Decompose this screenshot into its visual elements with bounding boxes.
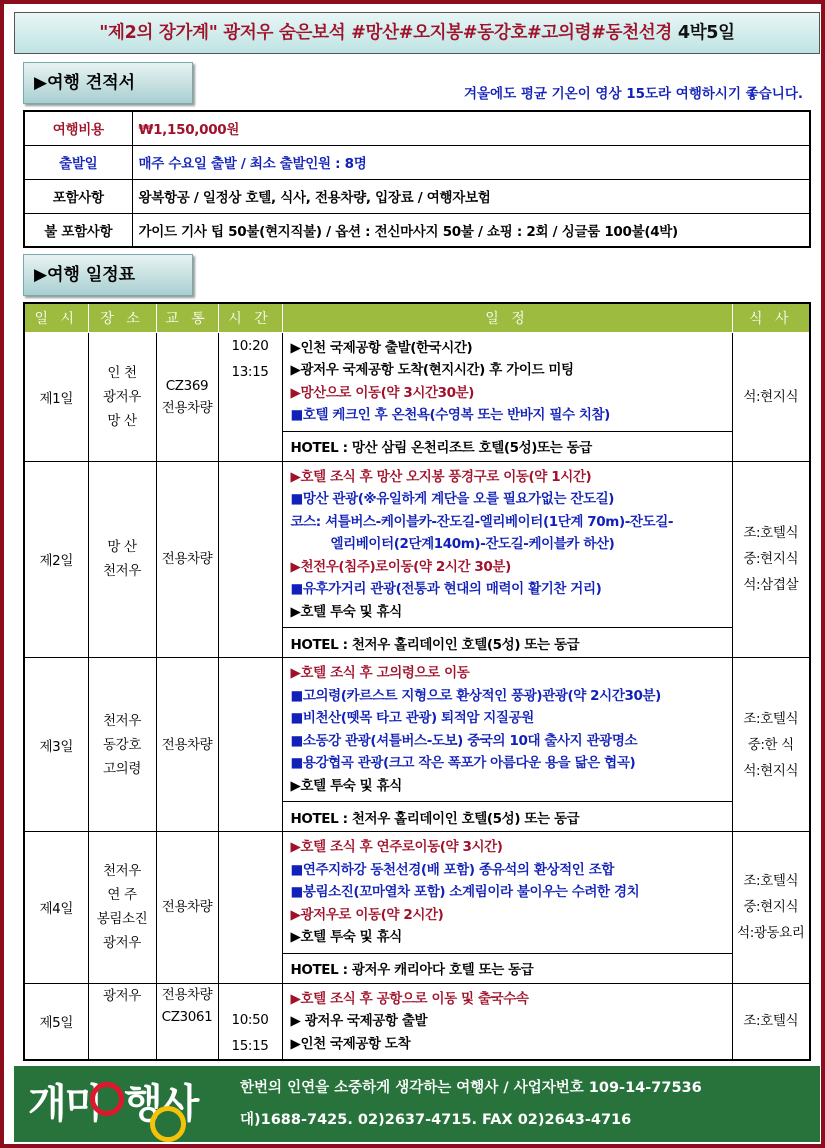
day-times: [218, 461, 282, 658]
quote-row-label: 여행비용: [24, 111, 132, 145]
day-transport: [156, 332, 218, 461]
day-label: 제3일: [24, 658, 88, 832]
day-places-line: 연 주: [107, 887, 137, 904]
day-times-line: 10:20: [231, 337, 269, 354]
day-meals: [732, 658, 810, 832]
day-places: [88, 332, 156, 461]
day-transport-line: CZ3061: [161, 1008, 213, 1025]
day-meals-line: 조:호텔식: [743, 873, 799, 890]
day-places: [88, 658, 156, 832]
hotel-info: HOTEL : 천저우 홀리데이인 호텔(5성) 또는 동급: [282, 802, 732, 832]
quote-table: [23, 110, 811, 248]
itinerary-item: ▶광저우 국제공항 도착(현지시간) 후 가이드 미팅: [290, 362, 574, 378]
schedule-header-row: [24, 303, 810, 332]
day-transport-line: 전용차량: [161, 986, 213, 1003]
itinerary-item: ▶호텔 조식 후 공항으로 이동 및 출국수속: [290, 990, 529, 1007]
itinerary-item: ▶호텔 투숙 및 휴식: [290, 929, 402, 945]
day-itinerary: [282, 658, 732, 802]
itinerary-item: ▶호텔 조식 후 망산 오지봉 풍경구로 이동(약 1시간): [290, 468, 592, 485]
itinerary-item: ▶광저우로 이동(약 2시간): [290, 906, 444, 923]
footer-tagline: 한번의 인연을 소중하게 생각하는 여행사 / 사업자번호 109-14-77536: [240, 1080, 702, 1096]
day-places-line: 광저우: [103, 388, 141, 405]
day-transport: [156, 658, 218, 832]
day-meals: [732, 332, 810, 461]
itinerary-item: ■소동강 관광(셔틀버스-도보) 중국의 10대 출사지 관광명소: [290, 732, 638, 749]
quote-row: [24, 145, 810, 179]
footer-bar: [14, 1066, 820, 1142]
day-meals-line: 석:현지식: [743, 388, 799, 405]
day-places-line: 광저우: [103, 987, 141, 1004]
day-places: [88, 983, 156, 1060]
itinerary-item: ▶인천 국제공항 출발(한국시간): [290, 339, 473, 356]
schedule-day-row: [24, 983, 810, 1060]
day-label: 제4일: [24, 832, 88, 984]
day-meals-line: 조:호텔식: [743, 525, 799, 542]
itinerary-item: ■비천산(뗏목 타고 관광) 퇴적암 지질공원: [290, 710, 534, 726]
day-places-line: 천저우: [103, 712, 141, 729]
hotel-info: HOTEL : 천저우 홀리데이인 호텔(5성) 또는 동급: [282, 628, 732, 658]
itinerary-item: ■봉림소진(꼬마열차 포함) 소계림이라 불이우는 수려한 경치: [290, 884, 640, 900]
day-transport-line: 전용차량: [161, 551, 213, 568]
day-meals-line: 석:광동요리: [737, 925, 805, 942]
day-transport-line: 전용차량: [161, 736, 213, 753]
day-times-line: 13:15: [231, 363, 269, 380]
day-transport-line: 전용차량: [161, 899, 213, 916]
day-places-line: 천저우: [103, 863, 141, 880]
day-meals-line: 중:한 식: [747, 736, 794, 753]
title-main: "제2의 장가계" 광저우 숨은보석 #망산#오지봉#동강호#고의령#동천선경: [99, 23, 673, 43]
itinerary-item: ▶망산으로 이동(약 3시간30분): [290, 384, 475, 401]
schedule-header-cell: 장 소: [88, 303, 156, 332]
schedule-header-cell: 일 정: [282, 303, 732, 332]
quote-row-value: 가이드 기사 팁 50불(현지직불) / 옵션 : 전신마사지 50불 / 쇼핑 : 2회 / 싱글룸 100불(4박): [132, 213, 810, 247]
schedule-day-row: [24, 461, 810, 628]
quote-row: [24, 111, 810, 145]
schedule-header-cell: 식 사: [732, 303, 810, 332]
day-transport-line: 전용차량: [161, 399, 213, 416]
itinerary-item: ▶호텔 투숙 및 휴식: [290, 603, 402, 620]
day-times: [218, 983, 282, 1060]
itinerary-item: 코스: 셔틀버스-케이블카-잔도길-엘리베이터(1단계 70m)-잔도길-: [290, 513, 674, 530]
hotel-info: HOTEL : 망산 삼림 온천리조트 호텔(5성)또는 동급: [282, 431, 732, 461]
footer-contact: 대)1688-7425. 02)2637-4715. FAX 02)2643-4716: [240, 1112, 632, 1128]
day-times: [218, 832, 282, 984]
day-places-line: 고의령: [103, 760, 141, 777]
itinerary-item: ▶천전우(침주)로이동(약 2시간 30분): [290, 558, 511, 575]
logo-red-ring: [90, 1082, 124, 1116]
itinerary-item: ■유후가거리 관광(전통과 현대의 매력이 활기찬 거리): [290, 581, 602, 597]
itinerary-item: ■용강협곡 관광(크고 작은 폭포가 아름다운 용을 닮은 협곡): [290, 755, 636, 771]
itinerary-item: ■망산 관광(※유일하게 계단을 오를 필요가없는 잔도길): [290, 491, 615, 507]
quote-row-value: 왕복항공 / 일정상 호텔, 식사, 전용차량, 입장료 / 여행자보험: [132, 179, 810, 213]
quote-section-label: ▶여행 견적서: [23, 62, 193, 104]
schedule-day-row: [24, 332, 810, 431]
day-itinerary: [282, 332, 732, 431]
day-meals-line: 중:현지식: [743, 899, 799, 916]
day-places-line: 동강호: [103, 736, 141, 753]
day-places: [88, 461, 156, 658]
hotel-info: HOTEL : 광저우 캐리아다 호텔 또는 동급: [282, 953, 732, 983]
day-times: [218, 332, 282, 461]
day-transport: [156, 461, 218, 658]
day-meals: [732, 461, 810, 658]
day-meals-line: 조:호텔식: [743, 710, 799, 727]
day-meals-line: 석:현지식: [743, 762, 799, 779]
day-places-line: 인 천: [107, 364, 137, 381]
schedule-header-cell: 교 통: [156, 303, 218, 332]
schedule-header-cell: 시 간: [218, 303, 282, 332]
quote-row-label: 불 포함사항: [24, 213, 132, 247]
quote-row-value: ₩1,150,000원: [132, 111, 810, 145]
day-places-line: 망 산: [107, 539, 137, 556]
title-duration: 4박5일: [672, 23, 735, 43]
quote-row-label: 출발일: [24, 145, 132, 179]
schedule-day-row: [24, 658, 810, 802]
quote-notice: 겨울에도 평균 기온이 영상 15도라 여행하시기 좋습니다.: [463, 86, 803, 102]
itinerary-item: ▶호텔 조식 후 고의령으로 이동: [290, 665, 470, 681]
day-meals-line: 석:삼겹살: [743, 577, 799, 594]
day-meals-line: 중:현지식: [743, 551, 799, 568]
itinerary-item: ■연주지하강 동천선경(배 포함) 종유석의 환상적인 조합: [290, 861, 614, 878]
day-places: [88, 832, 156, 984]
day-times-line: 10:50: [231, 1012, 269, 1028]
day-places-line: 천저우: [103, 563, 141, 580]
day-label: 제2일: [24, 461, 88, 658]
day-transport: [156, 983, 218, 1060]
itinerary-item: ■호텔 케크인 후 온천욕(수영복 또는 반바지 필수 치참): [290, 407, 610, 423]
company-logo: 개미 행사: [28, 1072, 238, 1138]
day-transport-line: CZ369: [165, 377, 209, 394]
quote-row-label: 포함사항: [24, 179, 132, 213]
logo-yellow-ring: [150, 1106, 186, 1142]
day-meals-line: 조:호텔식: [743, 1013, 799, 1030]
itinerary-item: 엘리베이터(2단계140m)-잔도길-케이블카 하산): [330, 536, 615, 552]
day-places-line: 봉림소진: [96, 911, 148, 928]
itinerary-item: ▶호텔 투숙 및 휴식: [290, 777, 402, 794]
page-title: [14, 12, 820, 54]
schedule-header-cell: 일 시: [24, 303, 88, 332]
day-transport: [156, 832, 218, 984]
itinerary-item: ■고의령(카르스트 지형으로 환상적인 풍광)관광(약 2시간30분): [290, 687, 661, 704]
quote-row: [24, 213, 810, 247]
day-meals: [732, 983, 810, 1060]
day-places-line: 광저우: [103, 935, 141, 952]
quote-row: [24, 179, 810, 213]
quote-row-value: 매주 수요일 출발 / 최소 출발인원 : 8명: [132, 145, 810, 179]
day-times: [218, 658, 282, 832]
day-itinerary: [282, 832, 732, 954]
schedule-section-label: ▶여행 일정표: [23, 254, 193, 296]
day-times-line: 15:15: [231, 1038, 269, 1054]
itinerary-item: ▶인천 국제공항 도착: [290, 1035, 411, 1052]
schedule-table: [23, 302, 811, 1061]
day-itinerary: [282, 461, 732, 628]
day-meals: [732, 832, 810, 984]
itinerary-item: ▶호텔 조식 후 연주로이동(약 3시간): [290, 839, 503, 855]
day-places-line: 망 산: [107, 412, 137, 429]
day-label: 제1일: [24, 332, 88, 461]
day-itinerary: [282, 983, 732, 1060]
day-label: 제5일: [24, 983, 88, 1060]
itinerary-item: ▶ 광저우 국제공항 출발: [290, 1013, 428, 1029]
schedule-day-row: [24, 832, 810, 954]
